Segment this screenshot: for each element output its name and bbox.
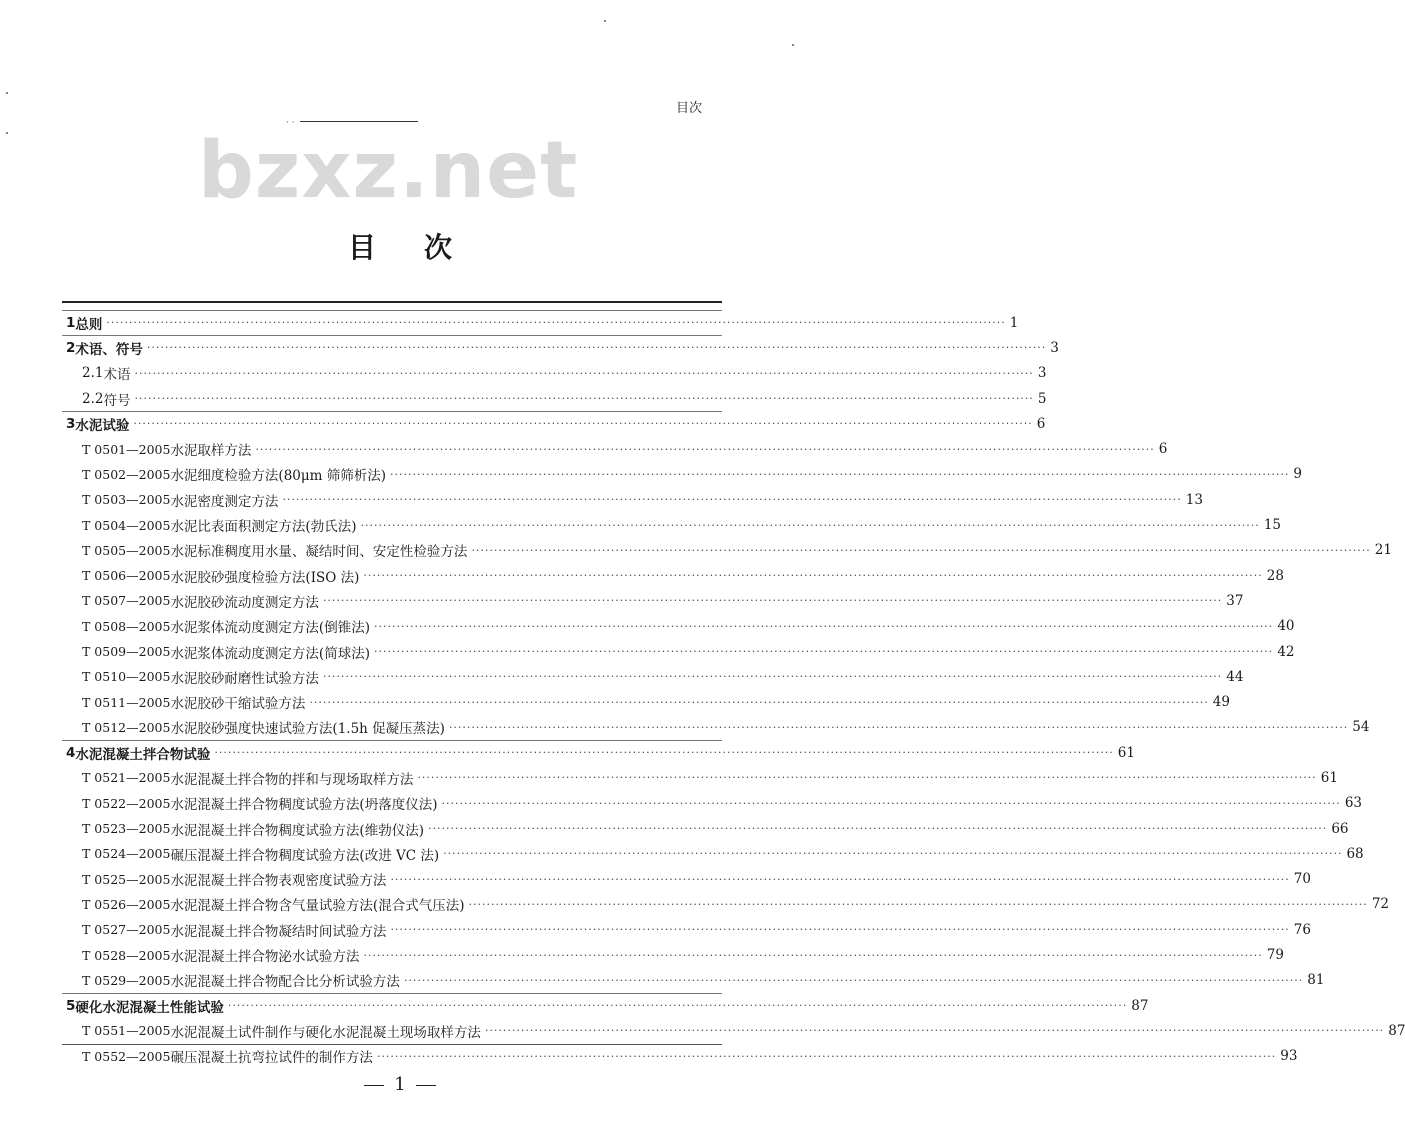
toc-entry-number: 5 [66,997,76,1014]
toc-entry-title: 碾压混凝土拌合物稠度试验方法(改进 VC 法) [170,847,440,864]
toc-entry[interactable] [62,512,1281,537]
page-title: 目次 [347,231,500,264]
page-number-dash-left [364,1085,384,1086]
toc-entry-page: 66 [1331,820,1349,837]
toc-entry-page: 49 [1212,694,1230,711]
toc-entry-number: T 0508—2005 [82,618,171,634]
toc-leader-dots: ········································································································································································································ [282,493,1182,507]
toc-entry[interactable] [62,1018,1405,1043]
toc-entry-title: 碾压混凝土抗弯拉试件的制作方法 [170,1050,373,1067]
toc-entry-title: 水泥胶砂强度快速试验方法(1.5h 促凝压蒸法) [170,721,445,738]
toc-entry-number: T 0522—2005 [82,795,171,811]
watermark: bzxz.net [198,126,579,216]
toc-entry-title: 术语 [103,367,131,384]
toc-entry[interactable] [62,361,1047,386]
toc-entry[interactable] [62,563,1284,588]
toc-entry-page: 6 [1158,441,1168,458]
toc-entry-title: 水泥细度检验方法(80μm 筛筛析法) [170,468,387,485]
bottom-rule [62,1044,722,1045]
toc-leader-dots: ········································································································································································································ [322,594,1223,608]
header-dots: · · [286,118,295,128]
toc-entry[interactable] [62,335,1059,360]
toc-entry[interactable] [62,614,1295,639]
toc-entry[interactable] [62,765,1338,790]
toc-entry-number: T 0507—2005 [82,593,171,609]
toc-entry-page: 28 [1266,567,1284,584]
toc-entry-title: 水泥混凝土拌合物含气量试验方法(混合式气压法) [170,898,465,915]
toc-entry[interactable] [62,993,1149,1018]
table-of-contents [62,310,1405,1069]
toc-leader-dots: ········································································································································································································ [322,670,1223,684]
scan-speck [792,44,794,46]
toc-entry-number: T 0503—2005 [82,492,171,508]
toc-entry[interactable] [62,310,1019,335]
toc-entry-page: 5 [1037,390,1047,407]
toc-leader-dots: ········································································································································································································ [214,746,1114,760]
toc-entry-page: 70 [1293,871,1311,888]
toc-leader-dots: ········································································································································································································ [309,695,1209,709]
toc-entry-page: 21 [1374,542,1392,559]
toc-entry[interactable] [62,841,1364,866]
toc-entry[interactable] [62,715,1370,740]
toc-leader-dots: ········································································································································································································ [255,442,1155,456]
toc-entry-number: T 0528—2005 [82,947,171,963]
toc-entry-number: T 0552—2005 [82,1048,171,1064]
toc-leader-dots: ········································································································································································································ [227,999,1128,1013]
page-number-value: 1 [394,1074,406,1095]
toc-leader-dots: ········································································································································································································ [443,847,1343,861]
toc-leader-dots: ········································································································································································································ [468,897,1368,911]
toc-entry-title: 符号 [103,392,131,409]
page-number [0,1074,800,1095]
toc-leader-dots: ········································································································································································································ [373,645,1274,658]
toc-entry[interactable] [62,816,1349,841]
toc-entry-page: 9 [1293,466,1302,483]
toc-leader-dots: ········································································································································································································ [363,569,1263,583]
toc-leader-dots: ········································································································································································································ [106,316,1006,330]
toc-leader-dots: ········································································································································································································ [134,366,1034,380]
toc-entry-title: 水泥密度测定方法 [170,493,279,510]
toc-entry-title: 水泥试验 [75,417,130,434]
scan-speck [604,20,606,22]
toc-entry-title: 硬化水泥混凝土性能试验 [75,999,224,1016]
toc-entry-page: 63 [1344,795,1362,812]
toc-entry-page: 87 [1131,997,1149,1014]
toc-entry[interactable] [62,689,1230,714]
toc-entry[interactable] [62,639,1295,664]
toc-entry-page: 54 [1352,719,1370,736]
page-number-dash-right [416,1085,436,1086]
toc-leader-dots: ········································································································································································································ [403,973,1304,987]
toc-entry-title: 水泥混凝土拌合物泌水试验方法 [170,949,360,966]
toc-entry-title: 水泥胶砂流动度测定方法 [170,594,319,611]
toc-entry-title: 水泥混凝土拌合物凝结时间试验方法 [170,923,387,940]
toc-entry[interactable] [62,411,1046,436]
toc-entry[interactable] [62,538,1392,563]
toc-entry-page: 1 [1009,314,1019,331]
toc-entry-page: 15 [1263,517,1281,534]
toc-leader-dots: ········································································································································································································ [441,796,1341,810]
toc-entry-number: T 0526—2005 [82,896,171,912]
toc-entry-number: 2 [66,339,76,356]
toc-entry-title: 水泥标准稠度用水量、凝结时间、安定性检验方法 [170,544,468,561]
toc-entry[interactable] [62,968,1325,993]
scan-speck [6,132,8,134]
toc-entry[interactable] [62,942,1284,967]
toc-entry-page: 3 [1037,365,1047,382]
toc-leader-dots: ········································································································································································································ [484,1024,1385,1038]
toc-entry-page: 61 [1320,769,1338,786]
toc-entry-page: 72 [1371,896,1389,913]
toc-entry-title: 水泥浆体流动度测定方法(倒锥法) [170,620,370,637]
toc-entry-number: T 0504—2005 [82,517,171,533]
toc-entry-number: T 0505—2005 [82,542,171,558]
toc-entry-page: 42 [1277,643,1295,660]
toc-entry[interactable] [62,740,1135,765]
toc-entry-number: T 0506—2005 [82,568,171,584]
toc-entry-title: 水泥比表面积测定方法(勃氏法) [170,519,357,536]
toc-entry-page: 76 [1293,921,1311,938]
toc-leader-dots: ········································································································································································································ [427,822,1328,836]
toc-entry[interactable] [62,867,1311,892]
toc-entry-number: 1 [66,314,76,331]
toc-leader-dots: ········································································································································································································ [373,619,1274,633]
toc-entry-title: 水泥胶砂干缩试验方法 [170,696,306,713]
toc-leader-dots: ········································································································································································································ [146,341,1047,355]
toc-entry[interactable] [62,917,1311,942]
toc-entry-title: 水泥胶砂强度检验方法(ISO 法) [170,569,360,586]
toc-entry[interactable] [62,386,1047,411]
toc-entry[interactable] [62,892,1389,917]
toc-entry-page: 87 [1388,1022,1405,1039]
toc-entry[interactable] [62,791,1362,816]
toc-entry-title: 术语、符号 [75,341,143,358]
toc-entry-title: 水泥胶砂耐磨性试验方法 [170,670,319,687]
title-rule [62,301,722,303]
toc-leader-dots: ········································································································································································································ [133,417,1033,431]
toc-entry-page: 93 [1280,1048,1298,1065]
toc-entry-number: T 0509—2005 [82,644,171,659]
toc-entry-title: 水泥取样方法 [170,443,252,460]
toc-entry-number: 2.1 [82,365,104,382]
toc-entry-number: T 0551—2005 [82,1023,171,1039]
toc-entry[interactable] [62,1044,1298,1069]
scan-speck [6,92,8,94]
toc-entry-page: 13 [1185,491,1203,508]
toc-entry-page: 6 [1036,415,1046,432]
toc-entry-number: T 0511—2005 [82,694,171,710]
toc-leader-dots: ········································································································································································································ [390,923,1290,937]
toc-entry[interactable] [62,487,1203,512]
header-rule [300,121,418,122]
toc-leader-dots: ········································································································································································································ [471,543,1371,557]
toc-entry[interactable] [62,436,1168,461]
toc-entry-title: 水泥混凝土拌合物配合比分析试验方法 [170,974,400,991]
toc-entry[interactable] [62,588,1244,613]
toc-leader-dots: ········································································································································································································ [360,518,1260,532]
toc-entry-number: 3 [66,415,76,432]
toc-entry-title: 水泥混凝土拌合物稠度试验方法(坍落度仪法) [170,797,438,814]
toc-entry-page: 61 [1117,744,1135,761]
toc-entry-title: 水泥浆体流动度测定方法(简球法) [170,645,370,662]
toc-entry-title: 水泥混凝土拌合物稠度试验方法(维勃仪法) [170,822,424,839]
toc-leader-dots: ········································································································································································································ [390,872,1290,886]
toc-entry[interactable] [62,664,1244,689]
toc-entry-title: 水泥混凝土试件制作与硬化水泥混凝土现场取样方法 [170,1024,481,1041]
toc-leader-dots: ········································································································································································································ [390,467,1290,481]
running-head: 目次 [675,101,702,116]
toc-entry-number: T 0525—2005 [82,871,171,887]
toc-entry-number: T 0512—2005 [82,719,171,735]
toc-entry-number: T 0502—2005 [82,466,171,482]
toc-entry-page: 79 [1266,947,1284,964]
toc-entry-number: 4 [66,744,76,761]
toc-entry-number: T 0527—2005 [82,922,171,938]
toc-entry-page: 44 [1226,668,1244,685]
toc-entry-title: 总则 [75,316,103,333]
toc-entry-number: T 0524—2005 [82,846,171,862]
toc-entry-page: 37 [1226,592,1244,609]
toc-entry-number: 2.2 [82,390,104,407]
toc-entry-page: 81 [1307,972,1325,989]
toc-entry-page: 68 [1346,845,1364,862]
toc-entry-number: T 0521—2005 [82,770,171,786]
toc-entry-number: T 0501—2005 [82,441,171,457]
toc-entry-page: 40 [1277,618,1295,635]
toc-entry-number: T 0523—2005 [82,821,171,837]
toc-leader-dots: ········································································································································································································ [134,392,1034,406]
toc-entry-title: 水泥混凝土拌合物试验 [75,746,211,763]
toc-entry-number: T 0529—2005 [82,972,171,988]
toc-leader-dots: ········································································································································································································ [417,771,1317,785]
toc-entry-title: 水泥混凝土拌合物表观密度试验方法 [170,873,387,890]
toc-entry[interactable] [62,462,1302,487]
toc-leader-dots: ········································································································································································································ [363,948,1263,962]
toc-entry-page: 3 [1050,339,1059,356]
toc-leader-dots: ········································································································································································································ [448,720,1349,734]
toc-entry-number: T 0510—2005 [82,669,171,685]
toc-leader-dots: ········································································································································································································ [376,1049,1277,1063]
toc-entry-title: 水泥混凝土拌合物的拌和与现场取样方法 [170,771,414,788]
